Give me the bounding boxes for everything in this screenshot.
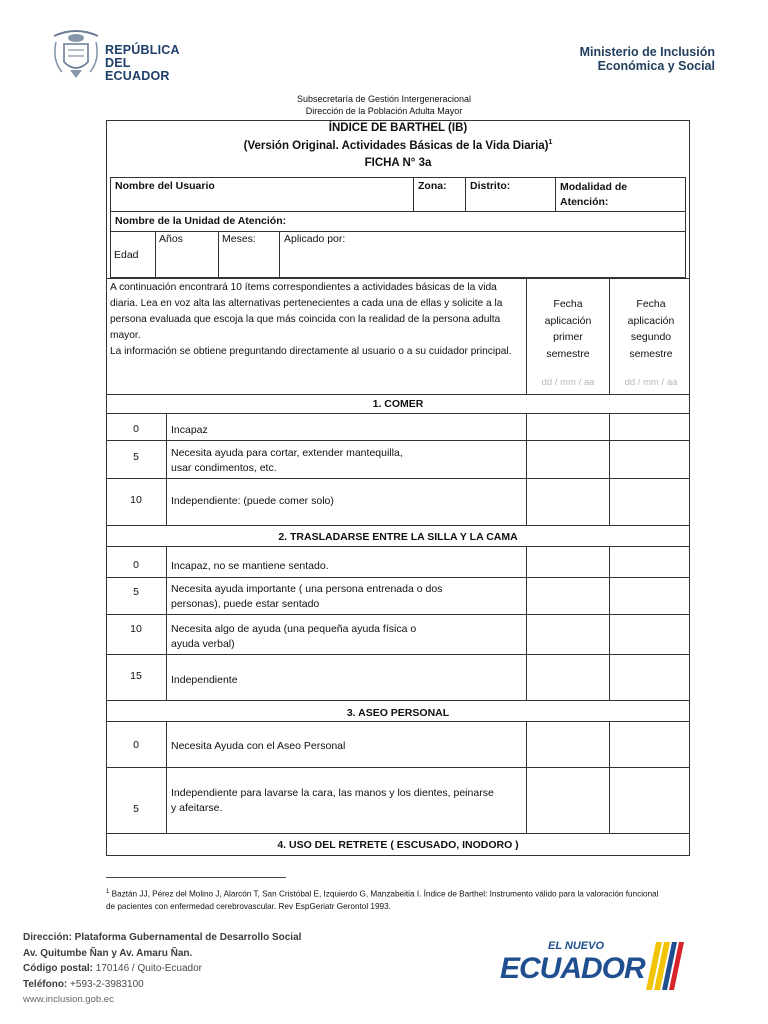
section-title-aseo: 3. ASEO PERSONAL: [346, 707, 450, 719]
ficha-number: FICHA N° 3a: [364, 157, 432, 169]
item-desc-line: ayuda verbal): [171, 638, 235, 650]
footer-contact: [23, 930, 301, 1008]
score-value: 10: [130, 494, 142, 506]
form-subtitle-text: (Versión Original. Actividades Básicas de la Vida Diaria): [243, 139, 549, 152]
phone-value: +593-2-3983100: [67, 978, 144, 990]
phone-label: Teléfono:: [23, 978, 68, 990]
section-title-comer: 1. COMER: [372, 398, 424, 410]
postal-label: Código postal:: [23, 963, 93, 974]
fecha-segundo-semestre: [610, 296, 692, 362]
government-logo: [48, 26, 188, 82]
distrito-field[interactable]: Distrito:: [470, 180, 511, 192]
item-desc-line: Necesita algo de ayuda (una pequeña ayuda física o: [171, 623, 417, 635]
modalidad-label-2: Atención:: [560, 196, 609, 208]
aplicado-por-field[interactable]: Aplicado por:: [284, 233, 346, 245]
website-link[interactable]: www.inclusion.gob.ec: [23, 994, 114, 1005]
footnote-mark: 1: [106, 889, 110, 895]
fecha-primer-semestre: [527, 296, 609, 362]
footer-direccion: [23, 930, 301, 946]
footnote-ref: 1: [548, 139, 553, 146]
fecha2-l1: Fecha: [636, 298, 666, 310]
fecha1-l1: Fecha: [553, 298, 583, 310]
item-description: Necesita Ayuda con el Aseo Personal: [171, 740, 346, 752]
el-nuevo-ecuador-logo: [500, 938, 690, 994]
item-desc-line: Independiente para lavarse la cara, las manos y los dientes, peinarse: [171, 787, 494, 799]
unidad-atencion-field[interactable]: Nombre de la Unidad de Atención:: [115, 215, 287, 227]
footer-address: Av. Quitumbe Ñan y Av. Amaru Ñan.: [23, 947, 193, 959]
subsecretaria-line: Subsecretaría de Gestión Intergeneracional: [296, 94, 472, 104]
ministry-line1: Ministerio de Inclusión: [579, 45, 715, 59]
section-aseo-table: [106, 721, 690, 834]
item-desc-line: Necesita ayuda para cortar, extender mantequilla,: [171, 447, 403, 459]
fecha1-l3: primer: [553, 331, 583, 343]
form-title: ÍNDICE DE BARTHEL (IB): [328, 122, 468, 134]
zona-field[interactable]: Zona:: [418, 180, 447, 192]
score-value: 10: [130, 623, 142, 635]
dir-value: Plataforma Gubernamental de Desarrollo Social: [71, 932, 302, 943]
ministry-name: [580, 45, 715, 73]
modalidad-field[interactable]: [560, 180, 627, 210]
section-title-retrete: 4. USO DEL RETRETE ( ESCUSADO, INODORO ): [277, 839, 519, 851]
score-value: 0: [133, 739, 139, 751]
sub-heading: [0, 93, 768, 117]
item-desc-line: personas), puede estar sentado: [171, 598, 320, 610]
meses-field[interactable]: Meses:: [222, 233, 256, 245]
footer-phone: [23, 977, 301, 993]
flag-stripes-icon: [646, 940, 686, 992]
instructions-text: A continuación encontrará 10 ítems correspondientes a actividades básicas de la vida diaria. Lea en voz alta las alternativas pertenecientes a cada una de ellas y solicite a la persona evaluada que escoja la que más coincida con la realidad de la persona adulta mayor.: [110, 282, 503, 341]
score-value: 5: [133, 451, 139, 463]
item-description: Independiente: (puede comer solo): [171, 495, 334, 507]
footnote-divider: [106, 877, 286, 878]
direccion-line: Dirección de la Población Adulta Mayor: [305, 106, 463, 116]
instructions: [110, 280, 522, 360]
footer-postal: [23, 961, 301, 977]
fecha2-l4: semestre: [629, 347, 673, 360]
item-desc-line: Necesita ayuda importante ( una persona entrenada o dos: [171, 583, 443, 595]
edad-label: Edad: [114, 249, 139, 261]
footnote-text: Baztán JJ, Pérez del Molino J, Alarcón T, San Cristóbal E, Izquierdo G, Manzabeitia I. Índice de Barthel: Instrumento válido para la valoración funcional de pacientes con enfermedad cerebrovascular. Rev EspGeriatr Gerontol 1993.: [106, 889, 659, 911]
gov-name-line1: REPÚBLICA: [105, 43, 180, 57]
gov-name-line2: DEL ECUADOR: [105, 56, 170, 83]
item-description: Incapaz, no se mantiene sentado.: [171, 560, 329, 572]
footnote: [106, 886, 666, 913]
form-subtitle: [106, 139, 690, 152]
item-description: [171, 446, 521, 476]
score-value: 15: [130, 670, 142, 682]
score-value: 0: [133, 423, 139, 435]
item-description: [171, 622, 521, 652]
section-title-traslado: 2. TRASLADARSE ENTRE LA SILLA Y LA CAMA: [278, 531, 518, 543]
coat-of-arms-icon: [48, 26, 104, 82]
item-desc-line: y afeitarse.: [171, 802, 223, 814]
anios-field[interactable]: Años: [159, 233, 183, 245]
brand-top-text: EL NUEVO: [548, 940, 605, 952]
score-value: 5: [133, 586, 139, 598]
score-value: 5: [133, 803, 139, 815]
fecha2-l3: segundo: [630, 331, 672, 343]
item-desc-line: usar condimentos, etc.: [171, 462, 277, 474]
dir-label: Dirección:: [23, 932, 72, 943]
postal-value: 170146 / Quito-Ecuador: [93, 963, 202, 974]
item-description: Independiente: [171, 674, 238, 686]
nombre-usuario-field[interactable]: Nombre del Usuario: [115, 180, 215, 192]
date-input-1[interactable]: dd / mm / aa: [541, 377, 595, 388]
fecha1-l2: aplicación: [544, 314, 592, 327]
date-input-2[interactable]: dd / mm / aa: [624, 377, 678, 388]
ministry-line2: Económica y Social: [597, 59, 715, 73]
instructions-text-2: La información se obtiene preguntando directamente al usuario o a su cuidador principal.: [110, 346, 512, 357]
item-description: Incapaz: [171, 424, 208, 436]
fecha2-l2: aplicación: [627, 314, 675, 327]
modalidad-label-1: Modalidad de: [560, 181, 628, 193]
brand-main-text: ECUADOR: [500, 952, 645, 985]
score-value: 0: [133, 559, 139, 571]
item-description: [171, 582, 521, 612]
item-description: [171, 786, 523, 816]
fecha1-l4: semestre: [546, 347, 590, 360]
